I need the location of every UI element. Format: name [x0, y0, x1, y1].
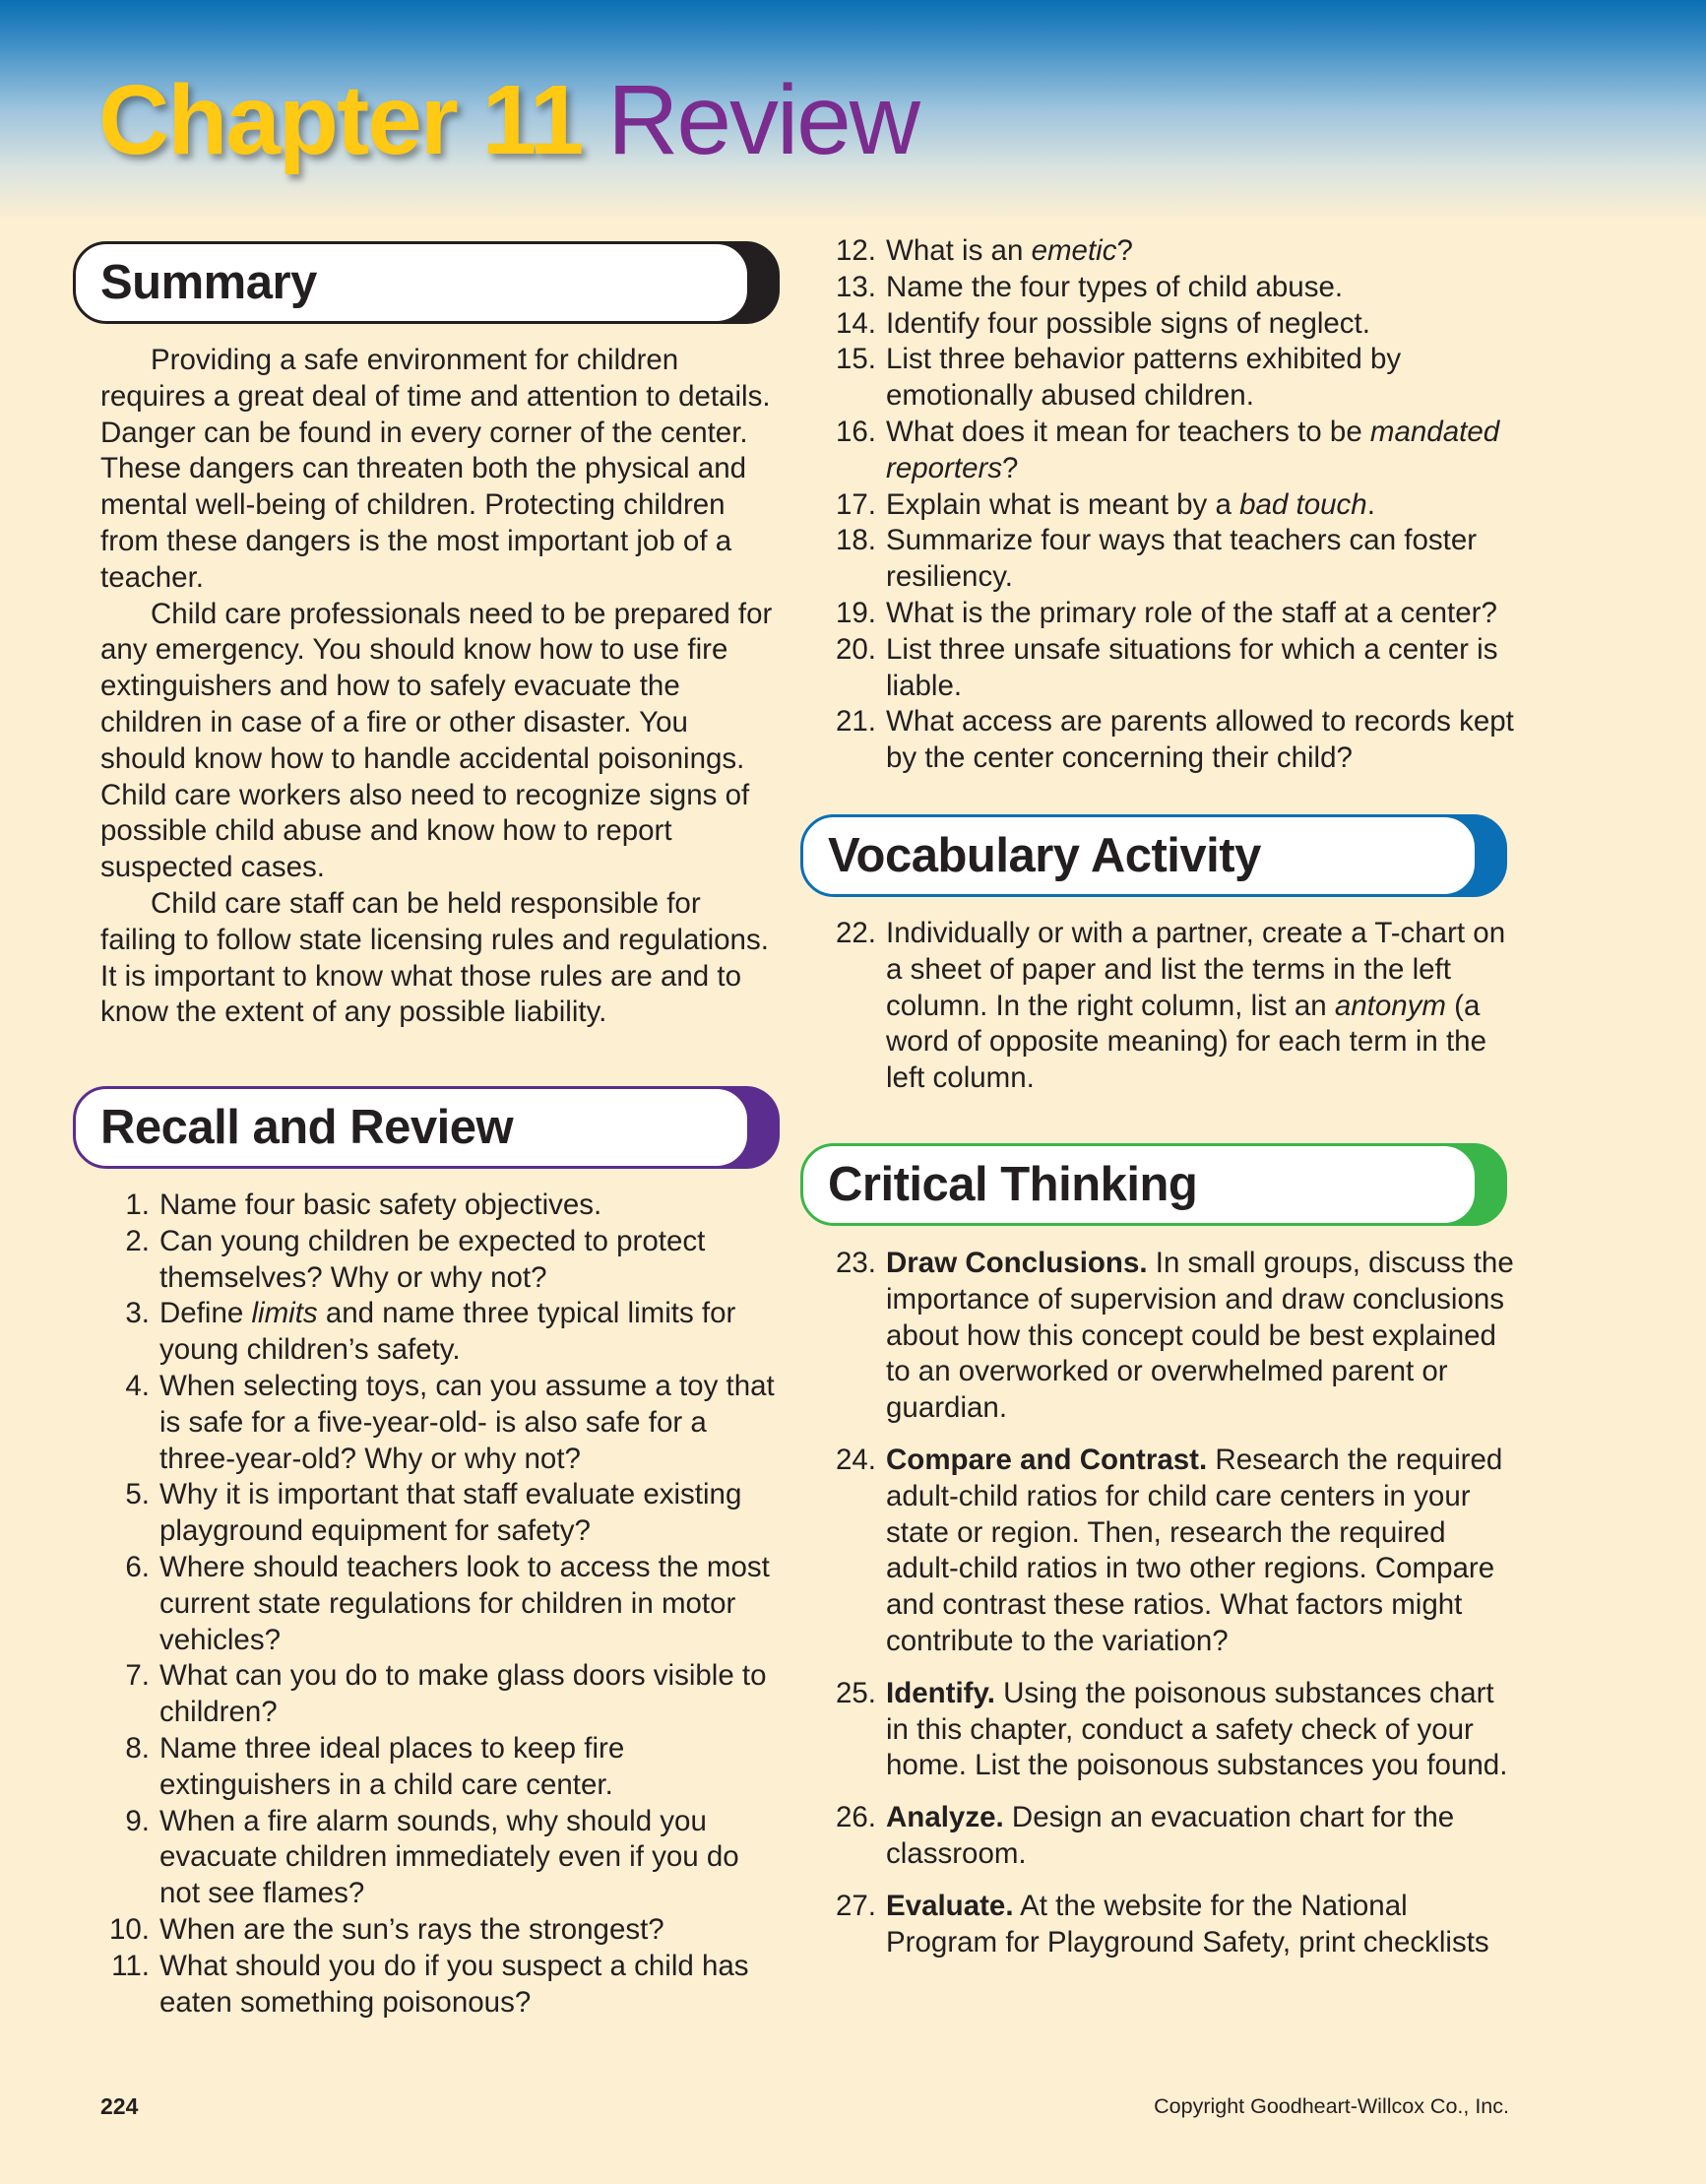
question-text: In small groups, discuss the importance of supervision and draw conclusions about how this concept could be best explained to an overworked or overwhelmed parent or guardian.	[886, 1247, 1514, 1425]
question-item	[827, 916, 1516, 1097]
question-text-start: Individually or with a partner, create a T-chart on a sheet of paper and list the terms in the left column. In the right column, list an	[886, 917, 1506, 1022]
skill-label: Evaluate.	[886, 1889, 1014, 1922]
question-item	[100, 1550, 780, 1658]
question-item	[827, 487, 1516, 524]
question-number: 27.	[835, 1889, 876, 1922]
question-number: 9.	[125, 1804, 150, 1837]
skill-label: Compare and Contrast.	[886, 1443, 1208, 1476]
question-number: 11.	[111, 1949, 150, 1982]
question-text: At the website for the National Program for Playground Safety, print checklists	[886, 1889, 1489, 1959]
question-item	[827, 342, 1516, 415]
question-item	[100, 1804, 780, 1912]
question-text-end: ?	[1116, 234, 1133, 267]
question-number: 23.	[835, 1247, 876, 1279]
question-number: 17.	[835, 487, 876, 521]
question-item	[827, 1676, 1516, 1784]
question-number: 25.	[835, 1676, 876, 1709]
question-item	[827, 596, 1516, 632]
question-text: When are the sun’s rays the strongest?	[159, 1912, 664, 1946]
question-term: limits	[251, 1297, 318, 1330]
question-number: 10.	[108, 1912, 150, 1946]
question-item	[827, 415, 1516, 487]
question-item	[827, 233, 1516, 270]
review-label: Review	[607, 65, 919, 175]
question-number: 1.	[125, 1188, 150, 1221]
question-number: 15.	[835, 343, 876, 376]
question-text: When a fire alarm sounds, why should you evacuate children immediately even if you do not see flames?	[159, 1804, 739, 1910]
summary-heading: Summary	[100, 256, 317, 309]
question-number: 16.	[835, 415, 876, 448]
question-text: When selecting toys, can you assume a toy that is safe for a five-year-old- is also safe for a three-year-old? Why or why not?	[159, 1369, 775, 1475]
question-number: 7.	[125, 1659, 150, 1693]
question-text: Name four basic safety objectives.	[159, 1188, 602, 1221]
vocabulary-activity-list	[827, 916, 1516, 1097]
question-item	[827, 1443, 1516, 1660]
question-item	[827, 704, 1516, 777]
question-item	[827, 632, 1516, 705]
question-number: 4.	[125, 1369, 150, 1402]
page-title	[98, 61, 918, 179]
question-item	[100, 1224, 780, 1297]
recall-review-header	[73, 1086, 780, 1169]
question-text: Research the required adult-child ratios for child care centers in your state or region. Then, research the required adult-child ratios in two other regions. Compare and contrast these ratios. What factors might contribute to the variation?	[886, 1443, 1503, 1657]
question-number: 14.	[835, 306, 876, 340]
question-item	[100, 1296, 780, 1369]
question-term: emetic	[1031, 234, 1117, 267]
page-number: 224	[100, 2093, 139, 2119]
question-term: bad touch	[1239, 487, 1367, 521]
summary-body	[100, 343, 780, 1031]
question-item	[100, 1658, 780, 1731]
skill-label: Draw Conclusions.	[886, 1247, 1148, 1279]
question-text-start: Define	[159, 1297, 252, 1330]
question-text: What can you do to make glass doors visible to children?	[159, 1659, 767, 1729]
question-number: 22.	[835, 917, 876, 949]
chapter-label: Chapter 11	[98, 65, 583, 175]
vocabulary-activity-heading: Vocabulary Activity	[828, 829, 1261, 882]
question-item	[100, 1731, 780, 1804]
question-text: Why it is important that staff evaluate existing playground equipment for safety?	[159, 1478, 742, 1548]
question-item	[827, 1889, 1516, 1961]
summary-paragraph: Child care staff can be held responsible for failing to follow state licensing rules and regulations. It is important to know what those rules are and to know the extent of any possible liability.	[100, 886, 769, 1029]
question-number: 20.	[835, 632, 876, 666]
vocabulary-activity-header	[800, 814, 1507, 897]
summary-paragraph: Providing a safe environment for children requires a great deal of time and attention to details. Danger can be found in every corner of the center. These dangers can threaten both the physical and mental well-being of children. Protecting children from these dangers is the most important job of a teacher.	[100, 344, 771, 594]
summary-paragraph: Child care professionals need to be prepared for any emergency. You should know how to use fire extinguishers and how to safely evacuate the children in case of a fire or other disaster. You should know how to handle accidental poisonings. Child care workers also need to recognize signs of possible child abuse and know how to report suspected cases.	[100, 597, 773, 884]
critical-thinking-header	[800, 1143, 1507, 1226]
question-text-end: and name three typical limits for young children’s safety.	[159, 1297, 736, 1367]
question-text: Using the poisonous substances chart in this chapter, conduct a safety check of your home. List the poisonous substances you found.	[886, 1676, 1508, 1782]
question-term: antonym	[1334, 989, 1446, 1022]
question-text: What is the primary role of the staff at a center?	[886, 596, 1497, 629]
question-number: 6.	[125, 1550, 150, 1583]
question-number: 26.	[835, 1801, 876, 1834]
question-item	[827, 1800, 1516, 1873]
question-item	[100, 1188, 780, 1224]
summary-header	[73, 241, 780, 324]
recall-question-list-continued	[827, 233, 1516, 777]
question-item	[827, 306, 1516, 343]
question-number: 18.	[835, 524, 876, 557]
question-text: Can young children be expected to protect themselves? Why or why not?	[159, 1224, 706, 1294]
critical-thinking-list	[827, 1246, 1516, 1976]
question-item	[100, 1949, 780, 2022]
question-item	[827, 1246, 1516, 1427]
question-text-start: What does it mean for teachers to be	[886, 415, 1370, 448]
question-text: Summarize four ways that teachers can foster resiliency.	[886, 524, 1478, 594]
question-number: 8.	[125, 1731, 150, 1765]
question-number: 5.	[125, 1478, 150, 1511]
question-item	[100, 1369, 780, 1477]
question-number: 19.	[835, 596, 876, 629]
question-text: What access are parents allowed to records kept by the center concerning their child?	[886, 705, 1514, 775]
question-text-end: (a word of opposite meaning) for each term in the left column.	[886, 989, 1486, 1095]
question-text-end: .	[1366, 487, 1375, 521]
copyright-notice: Copyright Goodheart-Willcox Co., Inc.	[1154, 2094, 1509, 2118]
skill-label: Analyze.	[886, 1801, 1004, 1834]
question-text-end: ?	[1002, 451, 1019, 484]
question-number: 12.	[835, 234, 876, 267]
question-text-start: Explain what is meant by a	[886, 487, 1240, 521]
question-number: 21.	[835, 705, 876, 739]
question-item	[100, 1912, 780, 1949]
question-text: Design an evacuation chart for the classroom.	[886, 1801, 1455, 1870]
question-text: List three behavior patterns exhibited by emotionally abused children.	[886, 343, 1402, 413]
question-text: What should you do if you suspect a child has eaten something poisonous?	[159, 1949, 749, 2019]
question-number: 3.	[125, 1297, 150, 1330]
question-text: List three unsafe situations for which a center is liable.	[886, 632, 1498, 702]
question-text: Identify four possible signs of neglect.	[886, 306, 1370, 340]
question-item	[827, 270, 1516, 306]
critical-thinking-heading: Critical Thinking	[828, 1158, 1198, 1211]
recall-review-heading: Recall and Review	[100, 1101, 514, 1154]
skill-label: Identify.	[886, 1676, 995, 1709]
question-term: mandated reporters	[886, 415, 1500, 484]
question-item	[827, 523, 1516, 596]
recall-question-list	[100, 1188, 780, 2021]
question-item	[100, 1477, 780, 1550]
question-number: 24.	[835, 1443, 876, 1476]
question-text-start: What is an	[886, 234, 1032, 267]
question-text: Name three ideal places to keep fire extinguishers in a child care center.	[159, 1731, 625, 1801]
question-number: 13.	[835, 270, 876, 303]
question-text: Where should teachers look to access the most current state regulations for children in motor vehicles?	[159, 1550, 770, 1656]
question-number: 2.	[125, 1224, 150, 1257]
question-text: Name the four types of child abuse.	[886, 270, 1344, 303]
